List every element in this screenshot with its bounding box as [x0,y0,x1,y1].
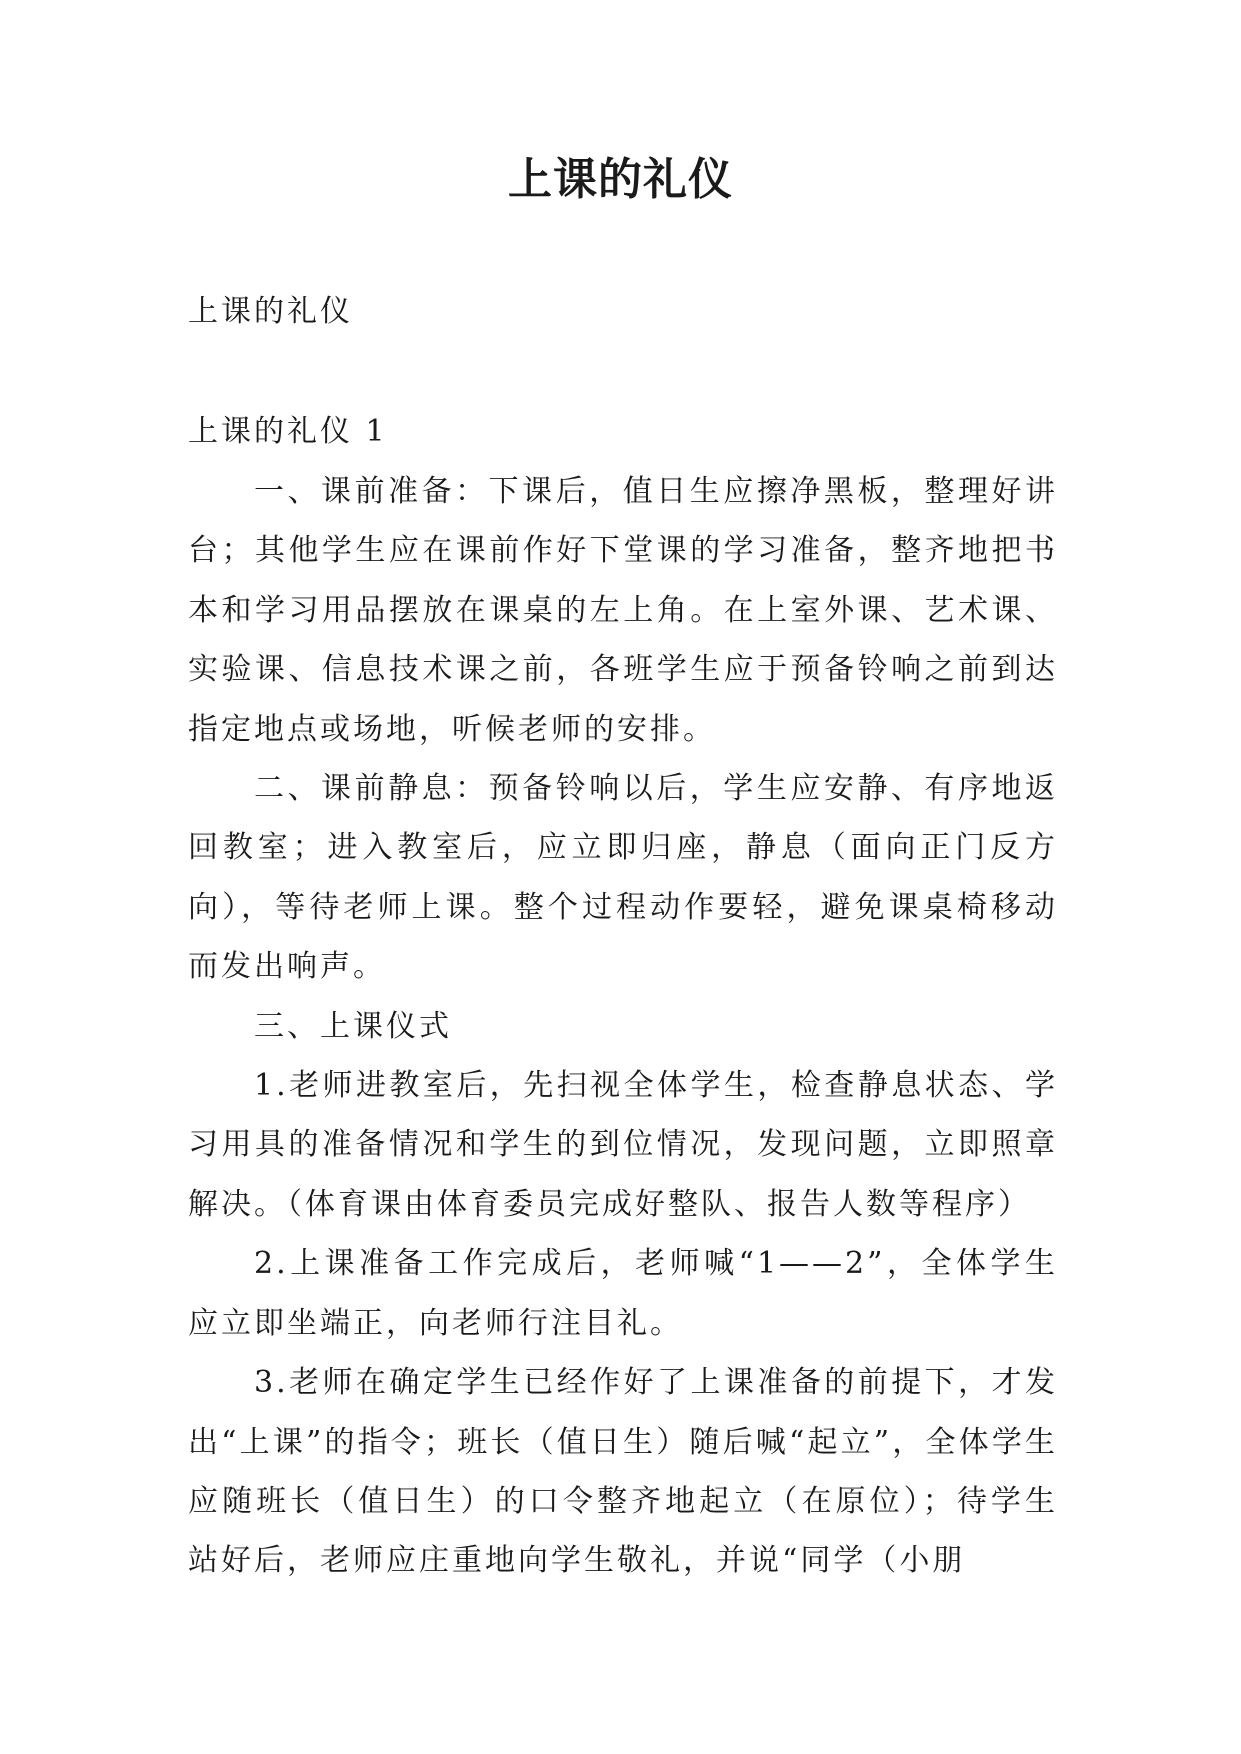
document-subtitle: 上课的礼仪 [188,294,353,329]
document-body [188,462,1058,1591]
section-heading: 上课的礼仪 1 [188,414,388,449]
paragraph-item-1: 1.老师进教室后，先扫视全体学生，检查静息状态、学习用具的准备情况和学生的到位情况，发现问题，立即照章解决。（体育课由体育委员完成好整队、报告人数等程序） [188,1068,1058,1222]
paragraph-item-3: 3.老师在确定学生已经作好了上课准备的前提下，才发出“上课”的指令；班长（值日生）随后喊“起立”，全体学生应随班长（值日生）的口令整齐地起立（在原位）；待学生站好后，老师应庄重地向学生敬礼，并说“同学（小朋 [188,1365,1058,1579]
paragraph-item-2: 2.上课准备工作完成后，老师喊“1——2”，全体学生应立即坐端正，向老师行注目礼。 [188,1246,1058,1341]
document-title: 上课的礼仪 [508,154,733,205]
paragraph-quiet-before-class: 二、课前静息：预备铃响以后，学生应安静、有序地返回教室；进入教室后，应立即归座，静息（面向正门反方向），等待老师上课。整个过程动作要轻，避免课桌椅移动而发出响声。 [188,771,1058,985]
paragraph-class-ceremony-heading: 三、上课仪式 [254,1008,452,1044]
paragraph-class-preparation: 一、课前准备：下课后，值日生应擦净黑板，整理好讲台；其他学生应在课前作好下堂课的学习准备，整齐地把书本和学习用品摆放在课桌的左上角。在上室外课、艺术课、实验课、信息技术课之前，各班学生应于预备铃响之前到达指定地点或场地，听候老师的安排。 [188,474,1058,747]
